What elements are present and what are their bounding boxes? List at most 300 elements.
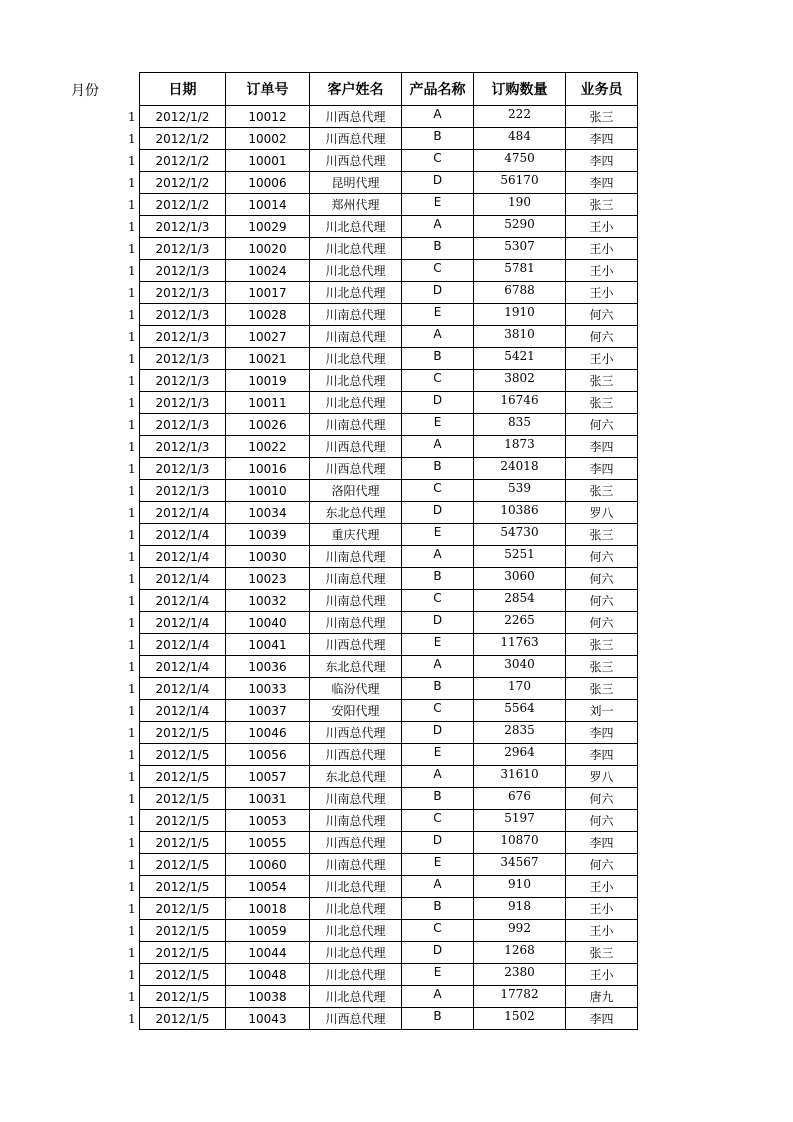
cell-date[interactable]: 2012/1/3 — [140, 326, 226, 348]
cell-order-id[interactable]: 10054 — [226, 876, 310, 898]
cell-customer[interactable]: 川北总代理 — [310, 392, 402, 414]
table-row[interactable] — [140, 304, 638, 326]
cell-customer[interactable]: 川北总代理 — [310, 964, 402, 986]
cell-order-id[interactable]: 10048 — [226, 964, 310, 986]
cell-date[interactable]: 2012/1/5 — [140, 854, 226, 876]
cell-quantity[interactable]: 3802 — [474, 370, 566, 392]
cell-order-id[interactable]: 10056 — [226, 744, 310, 766]
cell-order-id[interactable]: 10021 — [226, 348, 310, 370]
month-cell[interactable]: 1 — [128, 308, 136, 322]
header-product[interactable]: 产品名称 — [402, 73, 474, 106]
cell-order-id[interactable]: 10041 — [226, 634, 310, 656]
table-row[interactable] — [140, 392, 638, 414]
cell-customer[interactable]: 川南总代理 — [310, 568, 402, 590]
cell-quantity[interactable]: 2265 — [474, 612, 566, 634]
cell-product[interactable]: E — [402, 194, 474, 216]
cell-customer[interactable]: 川北总代理 — [310, 898, 402, 920]
cell-quantity[interactable]: 6788 — [474, 282, 566, 304]
cell-sales-rep[interactable]: 李四 — [566, 744, 638, 766]
cell-product[interactable]: C — [402, 590, 474, 612]
cell-quantity[interactable]: 54730 — [474, 524, 566, 546]
table-row[interactable] — [140, 612, 638, 634]
month-cell[interactable]: 1 — [128, 154, 136, 168]
cell-quantity[interactable]: 5421 — [474, 348, 566, 370]
month-cell[interactable]: 1 — [128, 990, 136, 1004]
month-cell[interactable]: 1 — [128, 374, 136, 388]
cell-product[interactable]: A — [402, 106, 474, 128]
month-cell[interactable]: 1 — [128, 748, 136, 762]
cell-quantity[interactable]: 1910 — [474, 304, 566, 326]
cell-quantity[interactable]: 222 — [474, 106, 566, 128]
month-cell[interactable]: 1 — [128, 550, 136, 564]
cell-order-id[interactable]: 10053 — [226, 810, 310, 832]
month-cell[interactable]: 1 — [128, 110, 136, 124]
cell-quantity[interactable]: 3060 — [474, 568, 566, 590]
table-row[interactable] — [140, 568, 638, 590]
cell-sales-rep[interactable]: 张三 — [566, 106, 638, 128]
cell-quantity[interactable]: 1502 — [474, 1008, 566, 1030]
cell-sales-rep[interactable]: 李四 — [566, 1008, 638, 1030]
cell-quantity[interactable]: 484 — [474, 128, 566, 150]
cell-sales-rep[interactable]: 王小 — [566, 876, 638, 898]
cell-order-id[interactable]: 10002 — [226, 128, 310, 150]
cell-product[interactable]: E — [402, 634, 474, 656]
month-cell[interactable]: 1 — [128, 902, 136, 916]
cell-date[interactable]: 2012/1/4 — [140, 612, 226, 634]
cell-product[interactable]: B — [402, 238, 474, 260]
month-cell[interactable]: 1 — [128, 924, 136, 938]
month-cell[interactable]: 1 — [128, 704, 136, 718]
table-row[interactable] — [140, 216, 638, 238]
cell-customer[interactable]: 郑州代理 — [310, 194, 402, 216]
cell-order-id[interactable]: 10019 — [226, 370, 310, 392]
cell-order-id[interactable]: 10001 — [226, 150, 310, 172]
cell-product[interactable]: C — [402, 260, 474, 282]
cell-date[interactable]: 2012/1/3 — [140, 260, 226, 282]
table-row[interactable] — [140, 172, 638, 194]
cell-customer[interactable]: 重庆代理 — [310, 524, 402, 546]
header-customer[interactable]: 客户姓名 — [310, 73, 402, 106]
cell-date[interactable]: 2012/1/5 — [140, 876, 226, 898]
cell-customer[interactable]: 川南总代理 — [310, 590, 402, 612]
month-cell[interactable]: 1 — [128, 858, 136, 872]
table-row[interactable] — [140, 744, 638, 766]
cell-sales-rep[interactable]: 何六 — [566, 612, 638, 634]
cell-quantity[interactable]: 5564 — [474, 700, 566, 722]
cell-date[interactable]: 2012/1/3 — [140, 458, 226, 480]
table-row[interactable] — [140, 128, 638, 150]
cell-order-id[interactable]: 10055 — [226, 832, 310, 854]
cell-sales-rep[interactable]: 张三 — [566, 392, 638, 414]
cell-sales-rep[interactable]: 刘一 — [566, 700, 638, 722]
month-cell[interactable]: 1 — [128, 616, 136, 630]
cell-sales-rep[interactable]: 王小 — [566, 282, 638, 304]
cell-date[interactable]: 2012/1/5 — [140, 832, 226, 854]
cell-product[interactable]: A — [402, 986, 474, 1008]
cell-customer[interactable]: 川南总代理 — [310, 810, 402, 832]
cell-sales-rep[interactable]: 张三 — [566, 678, 638, 700]
cell-customer[interactable]: 川西总代理 — [310, 1008, 402, 1030]
cell-sales-rep[interactable]: 张三 — [566, 656, 638, 678]
cell-order-id[interactable]: 10024 — [226, 260, 310, 282]
cell-order-id[interactable]: 10022 — [226, 436, 310, 458]
cell-product[interactable]: A — [402, 766, 474, 788]
cell-quantity[interactable]: 5197 — [474, 810, 566, 832]
cell-product[interactable]: B — [402, 128, 474, 150]
cell-date[interactable]: 2012/1/2 — [140, 128, 226, 150]
cell-date[interactable]: 2012/1/5 — [140, 898, 226, 920]
cell-order-id[interactable]: 10029 — [226, 216, 310, 238]
table-row[interactable] — [140, 590, 638, 612]
cell-date[interactable]: 2012/1/5 — [140, 942, 226, 964]
cell-date[interactable]: 2012/1/4 — [140, 634, 226, 656]
month-cell[interactable]: 1 — [128, 440, 136, 454]
cell-product[interactable]: D — [402, 612, 474, 634]
cell-product[interactable]: C — [402, 370, 474, 392]
cell-sales-rep[interactable]: 李四 — [566, 172, 638, 194]
cell-date[interactable]: 2012/1/4 — [140, 524, 226, 546]
table-row[interactable] — [140, 700, 638, 722]
cell-customer[interactable]: 川南总代理 — [310, 414, 402, 436]
cell-date[interactable]: 2012/1/3 — [140, 238, 226, 260]
header-date[interactable]: 日期 — [140, 73, 226, 106]
month-cell[interactable]: 1 — [128, 484, 136, 498]
month-cell[interactable]: 1 — [128, 352, 136, 366]
cell-order-id[interactable]: 10010 — [226, 480, 310, 502]
cell-quantity[interactable]: 190 — [474, 194, 566, 216]
cell-quantity[interactable]: 170 — [474, 678, 566, 700]
month-cell[interactable]: 1 — [128, 220, 136, 234]
cell-customer[interactable]: 洛阳代理 — [310, 480, 402, 502]
cell-sales-rep[interactable]: 何六 — [566, 854, 638, 876]
cell-order-id[interactable]: 10018 — [226, 898, 310, 920]
cell-sales-rep[interactable]: 张三 — [566, 194, 638, 216]
cell-sales-rep[interactable]: 张三 — [566, 370, 638, 392]
table-row[interactable] — [140, 458, 638, 480]
cell-sales-rep[interactable]: 王小 — [566, 348, 638, 370]
month-cell[interactable]: 1 — [128, 946, 136, 960]
table-row[interactable] — [140, 480, 638, 502]
month-cell[interactable]: 1 — [128, 638, 136, 652]
month-cell[interactable]: 1 — [128, 814, 136, 828]
table-row[interactable] — [140, 260, 638, 282]
table-row[interactable] — [140, 546, 638, 568]
table-row[interactable] — [140, 194, 638, 216]
cell-quantity[interactable]: 24018 — [474, 458, 566, 480]
cell-order-id[interactable]: 10046 — [226, 722, 310, 744]
cell-date[interactable]: 2012/1/4 — [140, 656, 226, 678]
cell-product[interactable]: B — [402, 788, 474, 810]
cell-customer[interactable]: 川北总代理 — [310, 986, 402, 1008]
cell-order-id[interactable]: 10026 — [226, 414, 310, 436]
month-cell[interactable]: 1 — [128, 506, 136, 520]
cell-sales-rep[interactable]: 何六 — [566, 414, 638, 436]
table-row[interactable] — [140, 722, 638, 744]
cell-quantity[interactable]: 2854 — [474, 590, 566, 612]
cell-order-id[interactable]: 10030 — [226, 546, 310, 568]
month-cell[interactable]: 1 — [128, 198, 136, 212]
cell-product[interactable]: A — [402, 656, 474, 678]
cell-sales-rep[interactable]: 王小 — [566, 238, 638, 260]
table-row[interactable] — [140, 942, 638, 964]
cell-customer[interactable]: 昆明代理 — [310, 172, 402, 194]
cell-quantity[interactable]: 4750 — [474, 150, 566, 172]
month-cell[interactable]: 1 — [128, 880, 136, 894]
table-row[interactable] — [140, 348, 638, 370]
table-row[interactable] — [140, 920, 638, 942]
table-row[interactable] — [140, 238, 638, 260]
month-cell[interactable]: 1 — [128, 286, 136, 300]
cell-order-id[interactable]: 10017 — [226, 282, 310, 304]
cell-quantity[interactable]: 1873 — [474, 436, 566, 458]
table-row[interactable] — [140, 502, 638, 524]
table-row[interactable] — [140, 898, 638, 920]
cell-order-id[interactable]: 10031 — [226, 788, 310, 810]
cell-product[interactable]: B — [402, 568, 474, 590]
cell-order-id[interactable]: 10057 — [226, 766, 310, 788]
cell-sales-rep[interactable]: 何六 — [566, 590, 638, 612]
cell-customer[interactable]: 川北总代理 — [310, 282, 402, 304]
cell-sales-rep[interactable]: 张三 — [566, 524, 638, 546]
header-quantity[interactable]: 订购数量 — [474, 73, 566, 106]
cell-date[interactable]: 2012/1/5 — [140, 722, 226, 744]
cell-product[interactable]: B — [402, 458, 474, 480]
cell-customer[interactable]: 临汾代理 — [310, 678, 402, 700]
cell-product[interactable]: E — [402, 304, 474, 326]
month-cell[interactable]: 1 — [128, 528, 136, 542]
cell-customer[interactable]: 东北总代理 — [310, 766, 402, 788]
cell-quantity[interactable]: 992 — [474, 920, 566, 942]
cell-date[interactable]: 2012/1/4 — [140, 568, 226, 590]
cell-customer[interactable]: 川北总代理 — [310, 920, 402, 942]
table-row[interactable] — [140, 854, 638, 876]
cell-date[interactable]: 2012/1/3 — [140, 370, 226, 392]
cell-date[interactable]: 2012/1/2 — [140, 150, 226, 172]
table-row[interactable] — [140, 876, 638, 898]
cell-customer[interactable]: 东北总代理 — [310, 502, 402, 524]
cell-customer[interactable]: 川北总代理 — [310, 370, 402, 392]
cell-quantity[interactable]: 3040 — [474, 656, 566, 678]
cell-order-id[interactable]: 10038 — [226, 986, 310, 1008]
cell-customer[interactable]: 川北总代理 — [310, 348, 402, 370]
cell-date[interactable]: 2012/1/3 — [140, 216, 226, 238]
cell-date[interactable]: 2012/1/3 — [140, 348, 226, 370]
cell-sales-rep[interactable]: 李四 — [566, 722, 638, 744]
month-cell[interactable]: 1 — [128, 264, 136, 278]
cell-quantity[interactable]: 5781 — [474, 260, 566, 282]
cell-sales-rep[interactable]: 罗八 — [566, 766, 638, 788]
cell-product[interactable]: A — [402, 546, 474, 568]
table-row[interactable] — [140, 832, 638, 854]
cell-date[interactable]: 2012/1/5 — [140, 920, 226, 942]
cell-product[interactable]: A — [402, 216, 474, 238]
cell-quantity[interactable]: 539 — [474, 480, 566, 502]
cell-product[interactable]: E — [402, 854, 474, 876]
cell-date[interactable]: 2012/1/3 — [140, 304, 226, 326]
cell-product[interactable]: E — [402, 524, 474, 546]
cell-order-id[interactable]: 10027 — [226, 326, 310, 348]
cell-date[interactable]: 2012/1/4 — [140, 502, 226, 524]
month-cell[interactable]: 1 — [128, 330, 136, 344]
cell-customer[interactable]: 川西总代理 — [310, 634, 402, 656]
month-cell[interactable]: 1 — [128, 396, 136, 410]
table-row[interactable] — [140, 810, 638, 832]
cell-date[interactable]: 2012/1/3 — [140, 480, 226, 502]
cell-customer[interactable]: 川南总代理 — [310, 304, 402, 326]
cell-date[interactable]: 2012/1/2 — [140, 194, 226, 216]
cell-quantity[interactable]: 10870 — [474, 832, 566, 854]
table-row[interactable] — [140, 964, 638, 986]
cell-product[interactable]: D — [402, 722, 474, 744]
cell-order-id[interactable]: 10028 — [226, 304, 310, 326]
table-row[interactable] — [140, 106, 638, 128]
cell-customer[interactable]: 川北总代理 — [310, 942, 402, 964]
cell-sales-rep[interactable]: 何六 — [566, 326, 638, 348]
cell-sales-rep[interactable]: 唐九 — [566, 986, 638, 1008]
month-cell[interactable]: 1 — [128, 418, 136, 432]
table-row[interactable] — [140, 634, 638, 656]
cell-product[interactable]: B — [402, 678, 474, 700]
table-row[interactable] — [140, 326, 638, 348]
cell-sales-rep[interactable]: 王小 — [566, 964, 638, 986]
cell-product[interactable]: E — [402, 964, 474, 986]
cell-sales-rep[interactable]: 张三 — [566, 634, 638, 656]
cell-quantity[interactable]: 835 — [474, 414, 566, 436]
cell-product[interactable]: B — [402, 898, 474, 920]
table-row[interactable] — [140, 414, 638, 436]
cell-order-id[interactable]: 10032 — [226, 590, 310, 612]
cell-product[interactable]: D — [402, 832, 474, 854]
month-cell[interactable]: 1 — [128, 462, 136, 476]
table-row[interactable] — [140, 766, 638, 788]
cell-quantity[interactable]: 2964 — [474, 744, 566, 766]
cell-quantity[interactable]: 3810 — [474, 326, 566, 348]
cell-product[interactable]: D — [402, 172, 474, 194]
cell-product[interactable]: D — [402, 392, 474, 414]
month-cell[interactable]: 1 — [128, 594, 136, 608]
cell-quantity[interactable]: 34567 — [474, 854, 566, 876]
cell-sales-rep[interactable]: 何六 — [566, 546, 638, 568]
cell-order-id[interactable]: 10012 — [226, 106, 310, 128]
cell-product[interactable]: A — [402, 436, 474, 458]
cell-customer[interactable]: 川南总代理 — [310, 854, 402, 876]
cell-date[interactable]: 2012/1/5 — [140, 744, 226, 766]
cell-product[interactable]: C — [402, 810, 474, 832]
cell-date[interactable]: 2012/1/4 — [140, 678, 226, 700]
table-row[interactable] — [140, 788, 638, 810]
cell-quantity[interactable]: 918 — [474, 898, 566, 920]
cell-quantity[interactable]: 2380 — [474, 964, 566, 986]
cell-product[interactable]: D — [402, 942, 474, 964]
cell-order-id[interactable]: 10006 — [226, 172, 310, 194]
month-cell[interactable]: 1 — [128, 792, 136, 806]
cell-product[interactable]: B — [402, 1008, 474, 1030]
cell-order-id[interactable]: 10037 — [226, 700, 310, 722]
cell-sales-rep[interactable]: 何六 — [566, 304, 638, 326]
cell-sales-rep[interactable]: 何六 — [566, 568, 638, 590]
cell-sales-rep[interactable]: 李四 — [566, 436, 638, 458]
month-cell[interactable]: 1 — [128, 1012, 136, 1026]
cell-order-id[interactable]: 10020 — [226, 238, 310, 260]
cell-quantity[interactable]: 56170 — [474, 172, 566, 194]
month-cell[interactable]: 1 — [128, 242, 136, 256]
month-cell[interactable]: 1 — [128, 836, 136, 850]
cell-customer[interactable]: 川北总代理 — [310, 876, 402, 898]
cell-order-id[interactable]: 10011 — [226, 392, 310, 414]
cell-quantity[interactable]: 31610 — [474, 766, 566, 788]
cell-customer[interactable]: 川西总代理 — [310, 744, 402, 766]
cell-quantity[interactable]: 11763 — [474, 634, 566, 656]
cell-customer[interactable]: 川西总代理 — [310, 722, 402, 744]
cell-customer[interactable]: 川南总代理 — [310, 546, 402, 568]
table-row[interactable] — [140, 1008, 638, 1030]
cell-sales-rep[interactable]: 李四 — [566, 832, 638, 854]
cell-quantity[interactable]: 2835 — [474, 722, 566, 744]
cell-customer[interactable]: 川西总代理 — [310, 128, 402, 150]
cell-customer[interactable]: 川南总代理 — [310, 612, 402, 634]
cell-product[interactable]: D — [402, 502, 474, 524]
cell-date[interactable]: 2012/1/5 — [140, 788, 226, 810]
month-cell[interactable]: 1 — [128, 176, 136, 190]
cell-sales-rep[interactable]: 王小 — [566, 898, 638, 920]
cell-customer[interactable]: 川西总代理 — [310, 150, 402, 172]
cell-order-id[interactable]: 10023 — [226, 568, 310, 590]
month-cell[interactable]: 1 — [128, 726, 136, 740]
month-cell[interactable]: 1 — [128, 968, 136, 982]
cell-date[interactable]: 2012/1/5 — [140, 964, 226, 986]
cell-date[interactable]: 2012/1/5 — [140, 810, 226, 832]
cell-sales-rep[interactable]: 李四 — [566, 128, 638, 150]
cell-quantity[interactable]: 1268 — [474, 942, 566, 964]
cell-date[interactable]: 2012/1/5 — [140, 1008, 226, 1030]
cell-sales-rep[interactable]: 罗八 — [566, 502, 638, 524]
cell-date[interactable]: 2012/1/5 — [140, 766, 226, 788]
cell-order-id[interactable]: 10036 — [226, 656, 310, 678]
cell-sales-rep[interactable]: 李四 — [566, 458, 638, 480]
month-cell[interactable]: 1 — [128, 770, 136, 784]
cell-product[interactable]: B — [402, 348, 474, 370]
table-row[interactable] — [140, 678, 638, 700]
cell-customer[interactable]: 川北总代理 — [310, 216, 402, 238]
cell-quantity[interactable]: 910 — [474, 876, 566, 898]
cell-date[interactable]: 2012/1/4 — [140, 700, 226, 722]
cell-order-id[interactable]: 10059 — [226, 920, 310, 942]
cell-sales-rep[interactable]: 张三 — [566, 942, 638, 964]
table-row[interactable] — [140, 436, 638, 458]
cell-date[interactable]: 2012/1/3 — [140, 282, 226, 304]
cell-date[interactable]: 2012/1/3 — [140, 414, 226, 436]
cell-product[interactable]: C — [402, 480, 474, 502]
header-sales-rep[interactable]: 业务员 — [566, 73, 638, 106]
cell-quantity[interactable]: 16746 — [474, 392, 566, 414]
cell-sales-rep[interactable]: 王小 — [566, 216, 638, 238]
cell-product[interactable]: C — [402, 920, 474, 942]
cell-date[interactable]: 2012/1/5 — [140, 986, 226, 1008]
cell-customer[interactable]: 川西总代理 — [310, 106, 402, 128]
cell-sales-rep[interactable]: 王小 — [566, 920, 638, 942]
cell-quantity[interactable]: 5290 — [474, 216, 566, 238]
cell-quantity[interactable]: 5251 — [474, 546, 566, 568]
cell-customer[interactable]: 川西总代理 — [310, 458, 402, 480]
cell-order-id[interactable]: 10043 — [226, 1008, 310, 1030]
table-row[interactable] — [140, 524, 638, 546]
cell-customer[interactable]: 川南总代理 — [310, 788, 402, 810]
cell-quantity[interactable]: 10386 — [474, 502, 566, 524]
cell-customer[interactable]: 川南总代理 — [310, 326, 402, 348]
cell-product[interactable]: E — [402, 744, 474, 766]
cell-product[interactable]: C — [402, 150, 474, 172]
cell-date[interactable]: 2012/1/3 — [140, 392, 226, 414]
